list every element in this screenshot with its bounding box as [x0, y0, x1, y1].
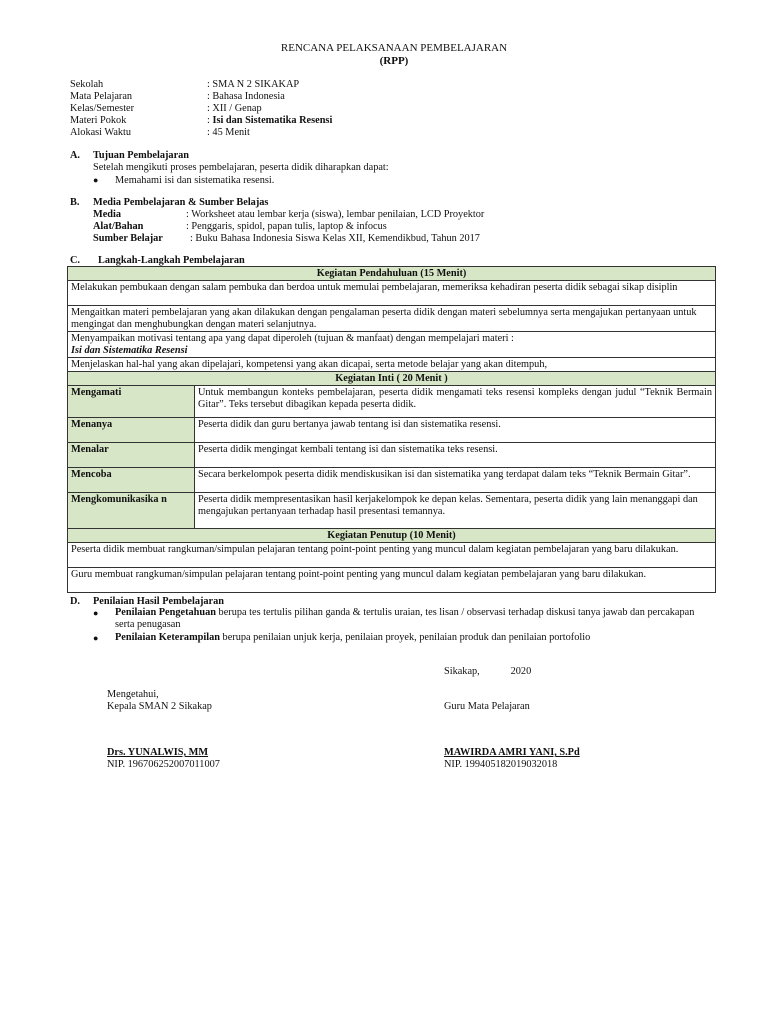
penutup-row-1: Peserta didik membuat rangkuman/simpulan pelajaran tentang point-point penting yang muncul dalam kegiatan pembelajaran yang baru dilakukan.	[68, 543, 716, 568]
inti-label-mencoba: Mencoba	[68, 468, 195, 493]
motivasi-topic: Isi dan Sistematika Resensi	[71, 345, 188, 356]
table-row	[68, 543, 716, 568]
inti-text-mengkomunikasikan: Peserta didik mempresentasikan hasil kerjakelompok ke depan kelas. Sementara, peserta didik yang lain menanggapi dan mengajukan pertanyaan terhadap hasil presentasi temannya.	[195, 493, 716, 529]
section-b-letter: B.	[70, 197, 80, 208]
info-label-mapel: Mata Pelajaran	[70, 91, 133, 102]
penilaian-keterampilan-label: Penilaian Keterampilan	[115, 632, 220, 643]
table-row	[68, 386, 716, 418]
media-label: Media	[93, 209, 122, 220]
table-row	[68, 418, 716, 443]
table-row	[68, 468, 716, 493]
section-a-letter: A.	[70, 150, 81, 161]
bullet-icon: ●	[93, 633, 99, 643]
table-row	[68, 493, 716, 529]
penilaian-pengetahuan-label: Penilaian Pengetahuan	[115, 607, 216, 618]
info-label-sekolah: Sekolah	[70, 79, 104, 90]
info-label-alokasi: Alokasi Waktu	[70, 127, 132, 138]
table-row	[68, 358, 716, 372]
info-value-materi-text: Isi dan Sistematika Resensi	[212, 115, 333, 126]
inti-label-mengamati: Mengamati	[68, 386, 195, 418]
section-a-bullet: Memahami isi dan sistematika resensi.	[115, 175, 275, 186]
table-row	[68, 306, 716, 332]
penilaian-pengetahuan-text: berupa tes tertulis pilihan ganda & tertulis uraian, tes lisan / observasi terhadap diskusi tanya jawab dan percakapan serta penugasan	[115, 607, 695, 630]
inti-text-mencoba: Secara berkelompok peserta didik mendiskusikan isi dan sistematika yang terdapat dalam teks “Teknik Bermain Gitar”.	[195, 468, 716, 493]
mengetahui-label: Mengetahui,	[107, 689, 159, 700]
info-value-sekolah: : SMA N 2 SIKAKAP	[207, 79, 300, 90]
kepala-sekolah-label: Kepala SMAN 2 Sikakap	[107, 701, 212, 712]
section-d-letter: D.	[70, 596, 81, 607]
table-row	[68, 332, 716, 358]
inti-text-menalar: Peserta didik mengingat kembali tentang isi dan sistematika teks resensi.	[195, 443, 716, 468]
info-value-alokasi: : 45 Menit	[207, 127, 250, 138]
info-value-mapel: : Bahasa Indonesia	[207, 91, 285, 102]
table-row	[68, 443, 716, 468]
sumber-belajar-value: : Buku Bahasa Indonesia Siswa Kelas XII, Kemendikbud, Tahun 2017	[190, 233, 480, 244]
section-b-title: Media Pembelajaran & Sumber Belajas	[93, 197, 269, 208]
motivasi-text: Menyampaikan motivasi tentang apa yang dapat diperoleh (tujuan & manfaat) dengan mempelajari materi :	[71, 333, 514, 344]
table-row	[68, 281, 716, 306]
table-row	[68, 372, 716, 386]
document-title: RENCANA PELAKSANAAN PEMBELAJARAN	[280, 42, 508, 54]
guru-name: MAWIRDA AMRI YANI, S.Pd	[444, 747, 580, 758]
pendahuluan-row-3	[68, 332, 716, 358]
info-label-kelas: Kelas/Semester	[70, 103, 135, 114]
guru-label: Guru Mata Pelajaran	[444, 701, 530, 712]
learning-steps-table	[67, 266, 716, 593]
info-value-materi	[207, 115, 332, 126]
bullet-icon: ●	[93, 608, 99, 618]
kepala-sekolah-nip: NIP. 196706252007011007	[107, 759, 220, 770]
sumber-belajar-label: Sumber Belajar	[93, 233, 163, 244]
inti-label-menalar: Menalar	[68, 443, 195, 468]
pendahuluan-row-4: Menjelaskan hal-hal yang akan dipelajari, kompetensi yang akan dicapai, serta metode belajar yang akan ditempuh,	[68, 358, 716, 372]
info-label-materi: Materi Pokok	[70, 115, 127, 126]
table-row	[68, 568, 716, 593]
info-value-materi-prefix: :	[207, 115, 213, 126]
document-subtitle: (RPP)	[379, 55, 409, 67]
guru-nip: NIP. 199405182019032018	[444, 759, 558, 770]
penilaian-pengetahuan	[115, 607, 710, 631]
section-c-title: Langkah-Langkah Pembelajaran	[98, 255, 245, 266]
pendahuluan-header: Kegiatan Pendahuluan (15 Menit)	[68, 267, 716, 281]
media-value: : Worksheet atau lembar kerja (siswa), lembar penilaian, LCD Proyektor	[186, 209, 485, 220]
penilaian-keterampilan	[115, 632, 590, 643]
bullet-icon: ●	[93, 175, 99, 185]
place-date: Sikakap, 2020	[444, 666, 532, 677]
inti-text-mengamati: Untuk membangun konteks pembelajaran, peserta didik mengamati teks resensi kompleks dengan judul “Teknik Bermain Gitar”. Teks tersebut dibagikan kepada peserta didik.	[195, 386, 716, 418]
section-c-letter: C.	[70, 255, 81, 266]
penilaian-keterampilan-text: berupa penilaian unjuk kerja, penilaian proyek, penilaian produk dan penilaian portofolio	[219, 632, 591, 643]
section-a-title: Tujuan Pembelajaran	[93, 150, 190, 161]
inti-header: Kegiatan Inti ( 20 Menit )	[68, 372, 716, 386]
pendahuluan-row-1: Melakukan pembukaan dengan salam pembuka dan berdoa untuk memulai pembelajaran, memeriksa kehadiran peserta didik sebagai sikap disiplin	[68, 281, 716, 306]
section-d-title: Penilaian Hasil Pembelajaran	[93, 596, 224, 607]
table-row	[68, 529, 716, 543]
inti-label-mengkomunikasikan: Mengkomunikasika n	[68, 493, 195, 529]
table-row	[68, 267, 716, 281]
penutup-row-2: Guru membuat rangkuman/simpulan pelajaran tentang point-point penting yang muncul dalam kegiatan pembelajaran yang baru dilakukan.	[68, 568, 716, 593]
inti-text-menanya: Peserta didik dan guru bertanya jawab tentang isi dan sistematika resensi.	[195, 418, 716, 443]
kepala-sekolah-name: Drs. YUNALWIS, MM	[107, 747, 209, 758]
alat-bahan-label: Alat/Bahan	[93, 221, 144, 232]
info-value-kelas: : XII / Genap	[207, 103, 262, 114]
section-a-intro: Setelah mengikuti proses pembelajaran, peserta didik diharapkan dapat:	[93, 162, 389, 173]
pendahuluan-row-2: Mengaitkan materi pembelajaran yang akan dilakukan dengan pengalaman peserta didik dengan materi sebelumnya serta mengajukan pertanyaan untuk mengingat dan menghubungkan dengan materi selanjutnya.	[68, 306, 716, 332]
penutup-header: Kegiatan Penutup (10 Menit)	[68, 529, 716, 543]
inti-label-menanya: Menanya	[68, 418, 195, 443]
alat-bahan-value: : Penggaris, spidol, papan tulis, laptop & infocus	[186, 221, 387, 232]
